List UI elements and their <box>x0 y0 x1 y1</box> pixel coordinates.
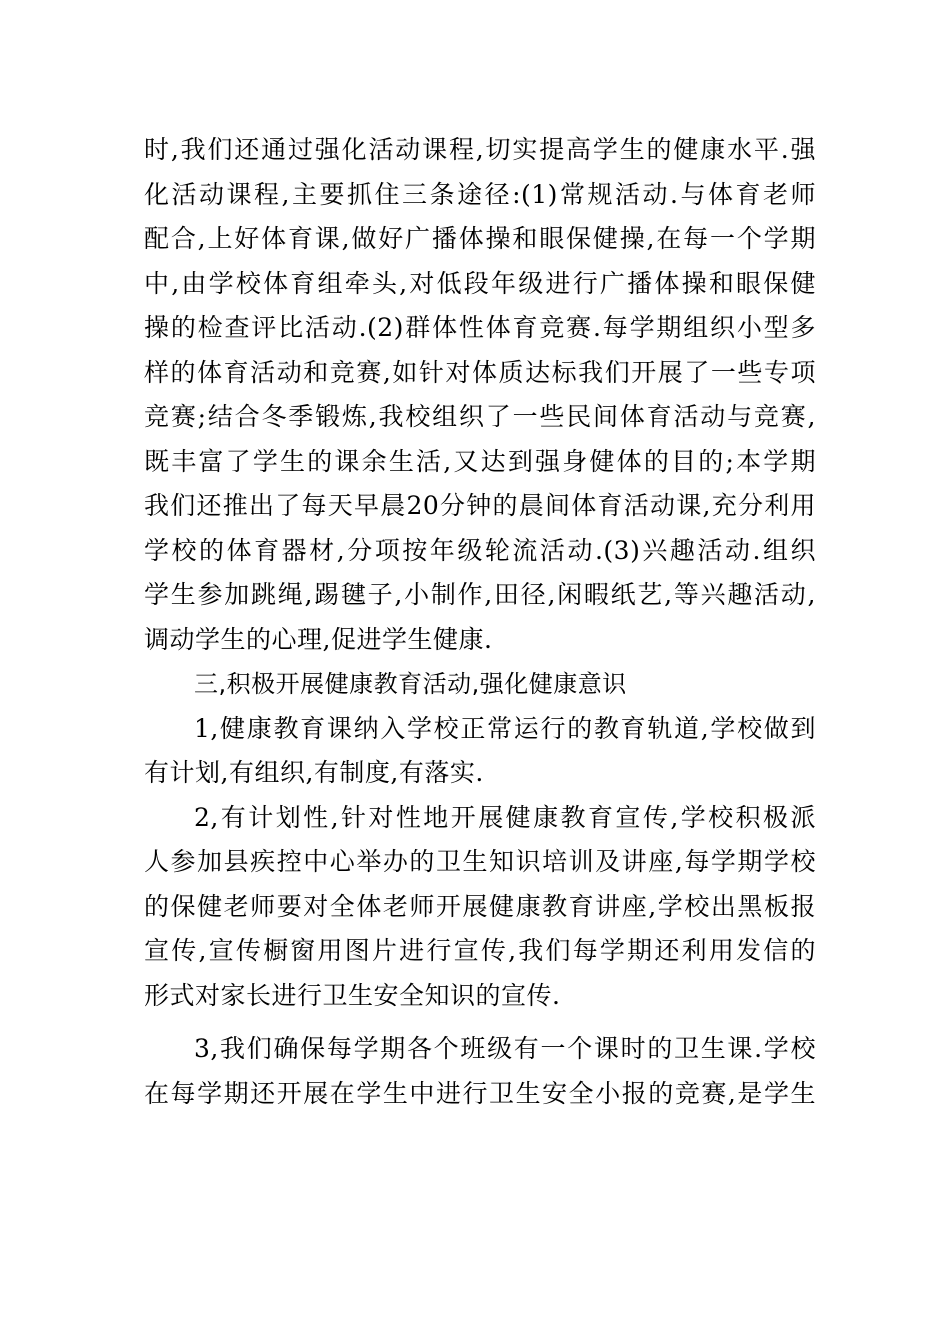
paragraph-1-line-11: 学生参加跳绳,踢毽子,小制作,田径,闲暇纸艺,等兴趣活动, <box>144 580 816 609</box>
paragraph-1-line-3: 配合,上好体育课,做好广播体操和眼保健操,在每一个学期 <box>144 224 816 253</box>
paragraph-1-line-10: 学校的体育器材,分项按年级轮流活动.(3)兴趣活动.组织 <box>144 535 816 565</box>
paragraph-4-line-2: 在每学期还开展在学生中进行卫生安全小报的竞赛,是学生 <box>144 1078 816 1108</box>
paragraph-1-line-6: 样的体育活动和竞赛,如针对体质达标我们开展了一些专项 <box>144 357 816 387</box>
paragraph-4-line-1: 3,我们确保每学期各个班级有一个课时的卫生课.学校 <box>194 1034 816 1063</box>
paragraph-1-line-8: 既丰富了学生的课余生活,又达到强身健体的目的;本学期 <box>144 446 816 476</box>
paragraph-3-line-2: 人参加县疾控中心举办的卫生知识培训及讲座,每学期学校 <box>144 847 816 876</box>
paragraph-3-line-5: 形式对家长进行卫生安全知识的宣传. <box>144 980 561 1010</box>
paragraph-3-line-1: 2,有计划性,针对性地开展健康教育宣传,学校积极派 <box>194 802 816 832</box>
paragraph-1-line-2: 化活动课程,主要抓住三条途径:(1)常规活动.与体育老师 <box>144 179 816 209</box>
paragraph-1-line-7: 竞赛;结合冬季锻炼,我校组织了一些民间体育活动与竞赛, <box>144 402 816 431</box>
paragraph-2-line-2: 有计划,有组织,有制度,有落实. <box>144 758 484 787</box>
paragraph-1-line-9: 我们还推出了每天早晨20分钟的晨间体育活动课,充分利用 <box>144 491 816 520</box>
paragraph-1-line-1: 时,我们还通过强化活动课程,切实提高学生的健康水平.强 <box>144 135 816 164</box>
document-body <box>144 128 816 1116</box>
paragraph-gap <box>144 1018 816 1027</box>
paragraph-1-line-4: 中,由学校体育组牵头,对低段年级进行广播体操和眼保健 <box>144 268 816 298</box>
paragraph-3-line-3: 的保健老师要对全体老师开展健康教育讲座,学校出黑板报 <box>144 891 816 921</box>
section-heading: 三,积极开展健康教育活动,强化健康意识 <box>194 670 627 698</box>
paragraph-2-line-1: 1,健康教育课纳入学校正常运行的教育轨道,学校做到 <box>194 713 816 743</box>
paragraph-1-line-12: 调动学生的心理,促进学生健康. <box>144 624 493 654</box>
paragraph-3-line-4: 宣传,宣传橱窗用图片进行宣传,我们每学期还利用发信的 <box>144 936 816 965</box>
paragraph-1-line-5: 操的检查评比活动.(2)群体性体育竞赛.每学期组织小型多 <box>144 313 816 342</box>
